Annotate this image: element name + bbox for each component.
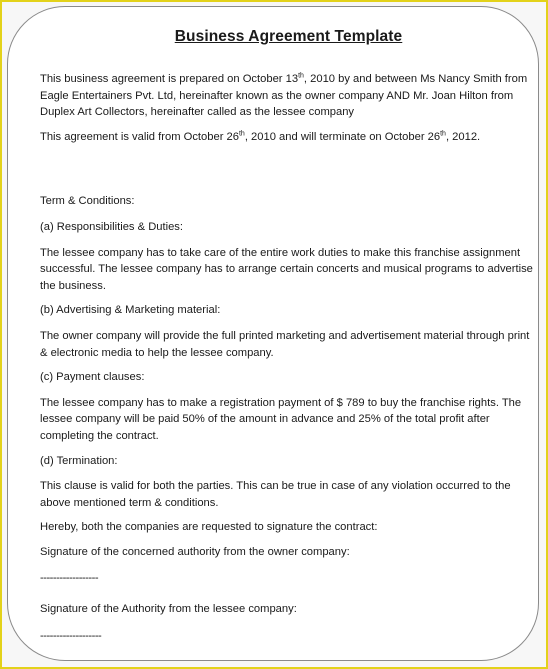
document-title: Business Agreement Template (174, 28, 403, 45)
section-d-body: This clause is valid for both the parties. This can be true in case of any violation occurred to the above mentioned term & conditions. (40, 480, 511, 509)
intro-text-a: This business agreement is prepared on October 13 (40, 73, 299, 85)
document-content (40, 27, 537, 658)
validity-paragraph (40, 129, 537, 146)
section-d-heading: (d) Termination: (40, 454, 118, 467)
signature-owner-label: Signature of the concerned authority from the owner company: (40, 545, 350, 558)
validity-text-b: , 2010 and will terminate on October 26 (244, 130, 441, 143)
document-card (7, 6, 539, 661)
signature-owner-line: ------------------ (40, 572, 99, 585)
terms-heading: Term & Conditions: (40, 195, 135, 208)
validity-sup-2: th (440, 130, 446, 138)
validity-text-c: , 2012. (445, 130, 481, 143)
intro-text-b: , 2010 by and between Ms Nancy Smith from Eagle Entertainers Pvt. Ltd, hereinafter known as the owner company AND Mr. Joan Hilton from Duplex Art Collectors, hereinafter called as the lessee company (40, 73, 528, 119)
validity-text-a: This agreement is valid from October 26 (40, 130, 239, 143)
signature-lessee-label: Signature of the Authority from the lessee company: (40, 603, 297, 616)
section-c-heading: (c) Payment clauses: (40, 371, 145, 384)
section-b-body: The owner company will provide the full printed marketing and advertisement material through print & electronic media to help the lessee company. (40, 329, 530, 359)
validity-sup-1: th (238, 130, 245, 138)
section-a-body: The lessee company has to take care of the entire work duties to make this franchise assignment successful. The lessee company has to arrange certain concerts and musical programs to advertise the business. (40, 246, 533, 292)
closing-paragraph: Hereby, both the companies are requested to signature the contract: (40, 521, 378, 534)
intro-paragraph (40, 71, 537, 121)
intro-sup: th (298, 72, 304, 80)
signature-lessee-line: ------------------- (40, 629, 102, 642)
section-c-body: The lessee company has to make a registration payment of $ 789 to buy the franchise rights. The lessee company will be paid 50% of the amount in advance and 25% of the total profit after completing the contract. (40, 396, 522, 442)
section-b-heading: (b) Advertising & Marketing material: (40, 304, 221, 317)
section-a-heading: (a) Responsibilities & Duties: (40, 220, 184, 233)
